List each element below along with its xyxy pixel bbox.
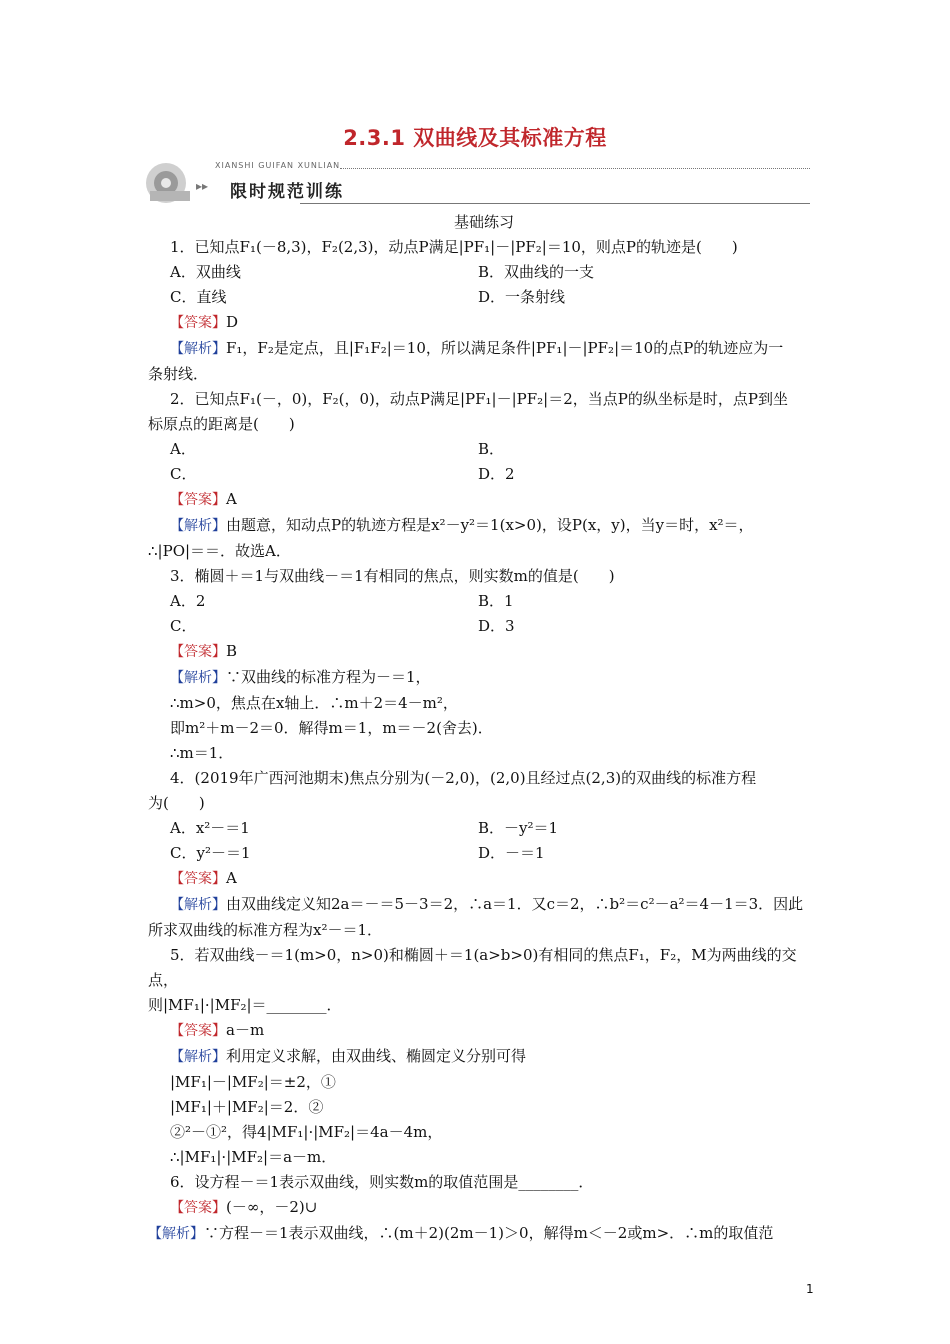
- analysis-text: ∵双曲线的标准方程为－＝1，: [226, 668, 431, 686]
- question-2-analysis: [148, 513, 820, 539]
- question-1-stem: 1．已知点F₁(－8,3)，F₂(2,3)，动点P满足|PF₁|－|PF₂|＝10，则点P的轨迹是( ): [170, 238, 738, 256]
- question-4-options-row-1: [148, 816, 820, 841]
- question-5-stem-cont: 则|MF₁|·|MF₂|＝________．: [148, 996, 342, 1014]
- question-4-analysis-cont: 所求双曲线的标准方程为x²－＝1．: [148, 921, 383, 939]
- question-2-analysis-cont: ∴|PO|＝＝．故选A．: [148, 542, 291, 560]
- question-3-option-b: B．1: [478, 592, 514, 610]
- question-3-option-d: D．3: [478, 617, 515, 635]
- analysis-tag: 【解析】: [148, 1226, 204, 1242]
- analysis-tag: 【解析】: [170, 670, 226, 686]
- question-3-option-c: C．: [170, 617, 197, 635]
- question-1-option-a: A．双曲线: [170, 263, 241, 281]
- question-3-option-a: A．2: [170, 592, 206, 610]
- banner-pinyin: XIANSHI GUIFAN XUNLIAN: [215, 161, 341, 170]
- question-1-answer: [148, 310, 820, 336]
- question-3-analysis-line-4: ∴m＝1．: [170, 744, 234, 762]
- question-3-analysis-line-3: 即m²＋m－2＝0．解得m＝1，m＝－2(舍去)．: [170, 719, 493, 737]
- question-2-stem: 2．已知点F₁(－，0)，F₂(，0)，动点P满足|PF₁|－|PF₂|＝2，当点P的纵坐标是时，点P到坐: [170, 390, 788, 408]
- answer-value: D: [226, 313, 239, 331]
- question-5-stem: 5．若双曲线－＝1(m>0，n>0)和椭圆＋＝1(a>b>0)有相同的焦点F₁，F₂，M为两曲线的交点，: [148, 946, 797, 989]
- question-4-analysis: [148, 892, 820, 918]
- question-2-answer: [148, 487, 820, 513]
- exercise-content: [148, 210, 820, 1247]
- question-6-analysis: [148, 1221, 820, 1247]
- answer-value: A: [226, 490, 237, 508]
- question-2-option-a: A．: [170, 440, 196, 458]
- answer-value: B: [226, 642, 238, 660]
- banner-dotted-rule: [340, 168, 810, 169]
- answer-tag: 【答案】: [170, 315, 226, 331]
- answer-tag: 【答案】: [170, 871, 226, 887]
- analysis-text: F₁，F₂是定点，且|F₁F₂|＝10，所以满足条件|PF₁|－|PF₂|＝10的点P的轨迹应为一: [226, 339, 784, 357]
- question-3-answer: [148, 639, 820, 665]
- question-3-analysis-line-2: ∴m>0，焦点在x轴上．∴m＋2＝4－m²，: [170, 694, 458, 712]
- analysis-tag: 【解析】: [170, 518, 226, 534]
- section-heading: 基础练习: [453, 213, 514, 231]
- answer-value: A: [226, 869, 237, 887]
- question-4-answer: [148, 866, 820, 892]
- question-4-options-row-2: [148, 841, 820, 866]
- answer-tag: 【答案】: [170, 1200, 226, 1216]
- page-title: 2.3.1 双曲线及其标准方程: [343, 126, 607, 150]
- question-2-option-c: C．: [170, 465, 197, 483]
- analysis-tag: 【解析】: [170, 897, 226, 913]
- question-5-analysis-line-3: |MF₁|＋|MF₂|＝2．②: [170, 1098, 324, 1116]
- question-4-option-a: A．x²－＝1: [170, 819, 250, 837]
- question-2-options-row-2: [148, 462, 820, 487]
- question-1-option-c: C．直线: [170, 288, 227, 306]
- question-6-stem: 6．设方程－＝1表示双曲线，则实数m的取值范围是________．: [170, 1173, 594, 1191]
- question-1-analysis-cont: 条射线．: [148, 365, 209, 383]
- question-4-option-b: B．－y²＝1: [478, 819, 559, 837]
- analysis-text: 利用定义求解，由双曲线、椭圆定义分别可得: [226, 1047, 527, 1065]
- question-2-option-d: D．2: [478, 465, 515, 483]
- question-2-options-row-1: [148, 437, 820, 462]
- question-5-analysis-line-5: ∴|MF₁|·|MF₂|＝a－m．: [170, 1148, 337, 1166]
- question-4-option-c: C．y²－＝1: [170, 844, 251, 862]
- answer-tag: 【答案】: [170, 492, 226, 508]
- analysis-tag: 【解析】: [170, 341, 226, 357]
- analysis-text: 由双曲线定义知2a＝－＝5－3＝2，∴a＝1．又c＝2，∴b²＝c²－a²＝4－1＝3．因此: [226, 895, 804, 913]
- question-5-answer: [148, 1018, 820, 1044]
- question-1-analysis: [148, 336, 820, 362]
- answer-tag: 【答案】: [170, 644, 226, 660]
- question-4-stem: 4．(2019年广西河池期末)焦点分别为(－2,0)，(2,0)且经过点(2,3)的双曲线的标准方程: [170, 769, 757, 787]
- banner-solid-rule: [300, 203, 810, 204]
- analysis-text: ∵方程－＝1表示双曲线，∴(m＋2)(2m－1)＞0，解得m＜－2或m>．∴m的取值范: [204, 1224, 774, 1242]
- analysis-tag: 【解析】: [170, 1049, 226, 1065]
- question-5-analysis-line-4: ②²－①²，得4|MF₁|·|MF₂|＝4a－4m，: [170, 1123, 443, 1141]
- question-4-option-d: D．－＝1: [478, 844, 545, 862]
- page-number: 1: [806, 1282, 814, 1296]
- question-3-options-row-2: [148, 614, 820, 639]
- question-1-option-b: B．双曲线的一支: [478, 263, 595, 281]
- question-1-option-d: D．一条射线: [478, 288, 566, 306]
- question-4-stem-cont: 为( ): [148, 794, 205, 812]
- answer-value: (－∞，－2)∪: [226, 1198, 318, 1216]
- analysis-text: 由题意，知动点P的轨迹方程是x²－y²＝1(x>0)，设P(x，y)，当y＝时，x²＝，: [226, 516, 754, 534]
- question-2-stem-cont: 标原点的距离是( ): [148, 415, 295, 433]
- section-banner: [140, 157, 810, 209]
- question-1-options-row-1: [148, 260, 820, 285]
- question-3-stem: 3．椭圆＋＝1与双曲线－＝1有相同的焦点，则实数m的值是( ): [170, 567, 615, 585]
- gear-logo-icon: [140, 157, 200, 209]
- question-2-option-b: B．: [478, 440, 505, 458]
- answer-tag: 【答案】: [170, 1023, 226, 1039]
- question-6-answer: [148, 1195, 820, 1221]
- answer-value: a－m: [226, 1021, 265, 1039]
- question-3-options-row-1: [148, 589, 820, 614]
- banner-arrow-icon: ▸▸: [196, 179, 209, 193]
- banner-title: 限时规范训练: [230, 182, 344, 202]
- question-5-analysis-line-2: |MF₁|－|MF₂|＝±2，①: [170, 1073, 336, 1091]
- question-3-analysis: [148, 665, 820, 691]
- question-1-options-row-2: [148, 285, 820, 310]
- question-5-analysis: [148, 1044, 820, 1070]
